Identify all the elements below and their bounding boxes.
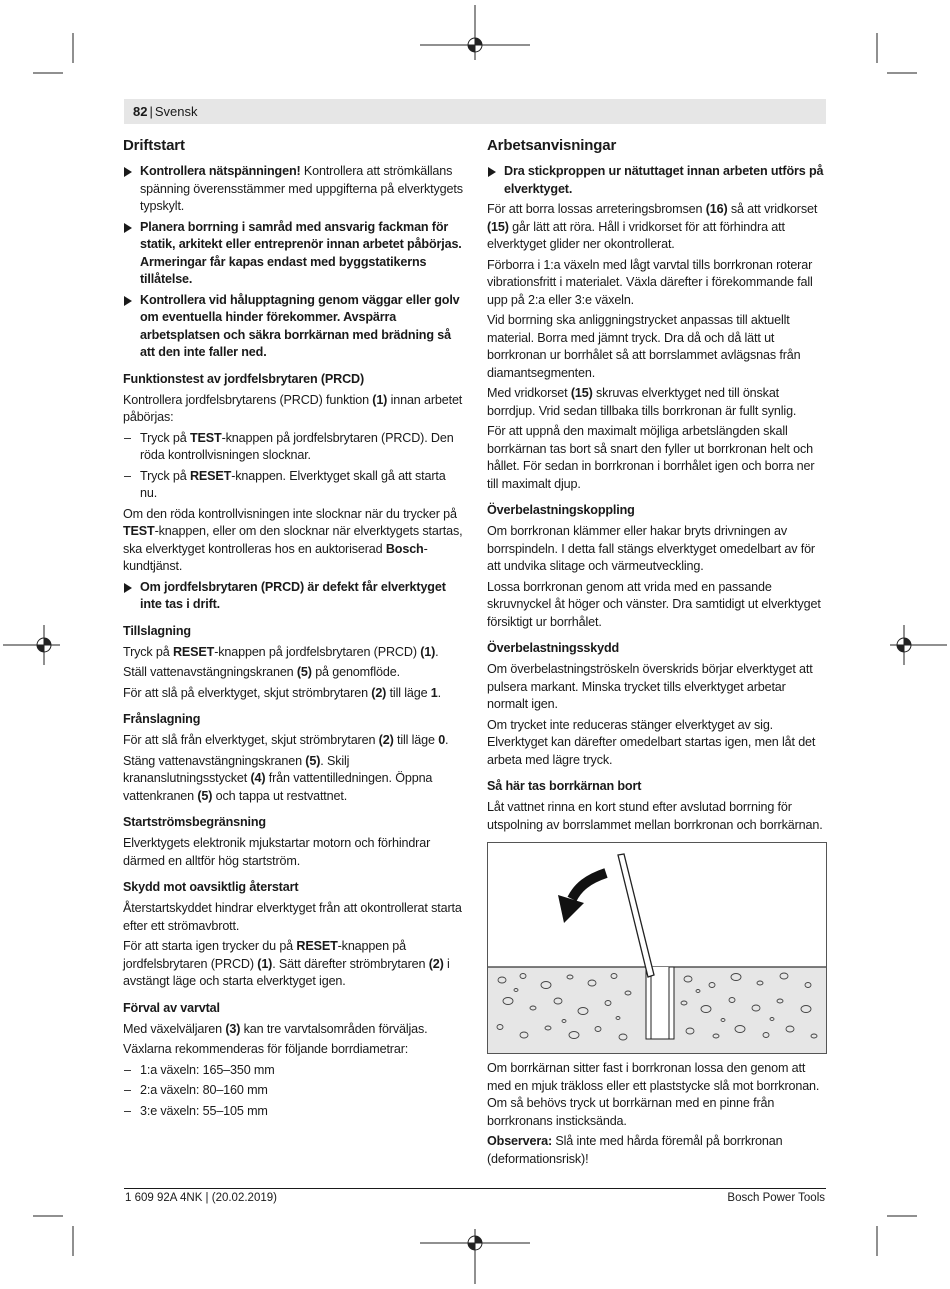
paragraph: Ställ vattenavstängningskranen (5) på genomflöde. (123, 665, 400, 679)
dash-list-item: – 1:a växeln: 165–350 mm (124, 1062, 275, 1077)
page-number: 82 (133, 104, 148, 119)
warning-text: Planera borrning i samråd med ansvarig fackman för statik, arkitekt eller entreprenör innan arbetet påbörjas. Armeringar får kapas endast med byggstatikerns tillåtelse. (140, 219, 462, 286)
paragraph: Om överbelastningströskeln överskrids börjar elverktyget att pulsera markant. Minska trycket tills elverktyget arbetar normalt igen. (487, 662, 813, 711)
core-removal-illustration (487, 842, 827, 1054)
paragraph: Om borrkronan klämmer eller hakar bryts drivningen av borrspindeln. I detta fall stängs elverktyget omedelbart av för att undvika slitage och värmeutveckling. (487, 524, 815, 573)
paragraph: Om den röda kontrollvisningen inte slocknar när du trycker på TEST-knappen, eller om den slocknar när elverktygets startas, ska elverktyget kontrolleras hos en auktoriserad Bosch-kundtjänst. (123, 506, 463, 573)
footer-brand: Bosch Power Tools (727, 1192, 825, 1204)
paragraph: Låt vattnet rinna en kort stund efter avslutad borrning för utspolning av borrslammet mellan borrkronan och borrkärnan. (487, 800, 823, 832)
subsection-title-tillslagning: Tillslagning (123, 623, 191, 638)
paragraph: Om borrkärnan sitter fast i borrkronan lossa den genom att med en mjuk träkloss eller ett plaststycke slå mot borrkronan. Om så behövs tryck ut borrkärnan med en pinne från borrkronans insticksända. (487, 1061, 820, 1128)
paragraph: Elverktygets elektronik mjukstartar motorn och förhindrar därmed en alltför hög startström. (123, 836, 431, 868)
paragraph: Kontrollera jordfelsbrytarens (PRCD) funktion (1) innan arbetet påbörjas: (123, 392, 463, 424)
subsection-title-startstrom: Startströmsbegränsning (123, 815, 266, 829)
paragraph: Lossa borrkronan genom att vrida med en passande skruvnyckel åt höger och vänster. Dra samtidigt ut elverktyget försiktigt ur borrhålet. (487, 579, 821, 629)
subsection-title-overbelastningsskydd: Överbelastningsskydd (487, 641, 620, 655)
paragraph: Stäng vattenavstängningskranen (5). Skilj krananslutningsstycket (4) från vattentilledningen. Öppna vattenkranen (5) och tappa ut restvattnet. (123, 753, 433, 803)
left-column (123, 136, 463, 1123)
warning-triangle-icon (124, 583, 132, 593)
paragraph: Vid borrning ska anliggningstrycket anpassas till aktuellt material. Borra med jämnt tryck. Dra då och då lätt ut borrkronan ur borrhålet så att borrslammet avlägsnas från diamantsegmenten. (487, 313, 801, 380)
warning-triangle-icon (488, 167, 496, 177)
warning-item (123, 163, 463, 216)
paragraph: För att uppnå den maximalt möjliga arbetslängden skall borrkärnan tas bort så snart den fyller ut borrkronan helt och hållet. För sedan in borrkronan i borrhålet igen och borra ner till maximalt djup. (487, 424, 815, 491)
paragraph: För att starta igen trycker du på RESET-knappen på jordfelsbrytaren (PRCD) (1). Sätt därefter strömbrytaren (2) i avstängt läge och starta elverktyget igen. (123, 939, 450, 988)
subsection-title-overbelastningskoppling: Överbelastningskoppling (487, 503, 635, 517)
section-title-arbetsanvisningar: Arbetsanvisningar (487, 137, 617, 154)
paragraph: Förborra i 1:a växeln med lågt varvtal tills borrkronan roterar vibrationsfritt i materialet. Växla därefter i förekommande fall upp på 2:a eller 3:e växeln. (487, 257, 813, 307)
dash-list-item: – 3:e växeln: 55–105 mm (124, 1103, 268, 1118)
paragraph: Med växelväljaren (3) kan tre varvtalsområden förväljas. (123, 1021, 428, 1036)
dash-list-item: – Tryck på TEST-knappen på jordfelsbrytaren (PRCD). Den röda kontrollvisningen slocknar. (124, 430, 454, 462)
page-header-bar (124, 99, 826, 124)
warning-text: Kontrollera att strömkällans spänning överensstämmer med uppgifterna på elverktygets typskylt. (140, 164, 463, 213)
warning-triangle-icon (124, 223, 132, 233)
warning-item (123, 579, 463, 614)
paragraph: Om trycket inte reduceras stänger elverktyget av sig. Elverktyget kan därefter omedelbart startas igen, men låt det arbeta med lägre tryck. (487, 717, 816, 767)
warning-item (123, 219, 463, 289)
warning-item (123, 292, 463, 362)
paragraph: För att borra lossas arreteringsbromsen (16) så att vridkorset (15) går lätt att röra. Håll i vridkorset för att förhindra att elverktyget glider ner okontrollerat. (487, 202, 818, 251)
warning-triangle-icon (124, 167, 132, 177)
paragraph: Återstartskyddet hindrar elverktyget från att okontrollerat starta efter ett strömavbrott. (123, 901, 462, 933)
paragraph: För att slå från elverktyget, skjut strömbrytaren (2) till läge 0. (123, 733, 449, 747)
header-separator: | (149, 104, 153, 119)
warning-item (487, 163, 827, 198)
dash-list-item: – Tryck på RESET-knappen. Elverktyget skall gå att starta nu. (124, 468, 446, 500)
dash-list-item: – 2:a växeln: 80–160 mm (124, 1083, 268, 1097)
header-language: Svensk (154, 104, 198, 119)
section-title-driftstart: Driftstart (123, 137, 185, 154)
warning-text: Kontrollera vid hålupptagning genom väggar eller golv om eventuella hinder förekommer. Avspärra arbetsplatsen och säkra borrkärnan med brädning så att den inte faller ned. (140, 292, 460, 359)
paragraph: Med vridkorset (15) skruvas elverktyget ned till önskat borrdjup. Vrid sedan tillbaka tills borrkronan är fullt synlig. (487, 386, 797, 418)
paragraph: För att slå på elverktyget, skjut strömbrytaren (2) till läge 1. (123, 685, 442, 700)
right-column (487, 136, 827, 1171)
subsection-title-franslagning: Frånslagning (123, 712, 201, 726)
note-paragraph: Observera: Slå inte med hårda föremål på borrkronan (deformationsrisk)! (487, 1134, 783, 1166)
subsection-title-prcd: Funktionstest av jordfelsbrytaren (PRCD) (123, 371, 365, 386)
warning-triangle-icon (124, 296, 132, 306)
warning-text: Om jordfelsbrytaren (PRCD) är defekt får elverktyget inte tas i drift. (140, 579, 446, 611)
warning-lead: Kontrollera nätspänningen! (140, 164, 301, 178)
subsection-title-borrkarna: Så här tas borrkärnan bort (487, 779, 642, 793)
warning-text: Dra stickproppen ur nätuttaget innan arbeten utförs på elverktyget. (504, 164, 824, 196)
subsection-title-skydd: Skydd mot oavsiktlig återstart (123, 880, 299, 894)
subsection-title-forval: Förval av varvtal (123, 1000, 220, 1015)
paragraph: Tryck på RESET-knappen på jordfelsbrytaren (PRCD) (1). (123, 644, 439, 659)
footer-rule (124, 1188, 826, 1189)
footer-doc-number: 1 609 92A 4NK | (20.02.2019) (125, 1192, 277, 1204)
page-header (133, 104, 198, 120)
paragraph: Växlarna rekommenderas för följande borrdiametrar: (123, 1042, 409, 1056)
